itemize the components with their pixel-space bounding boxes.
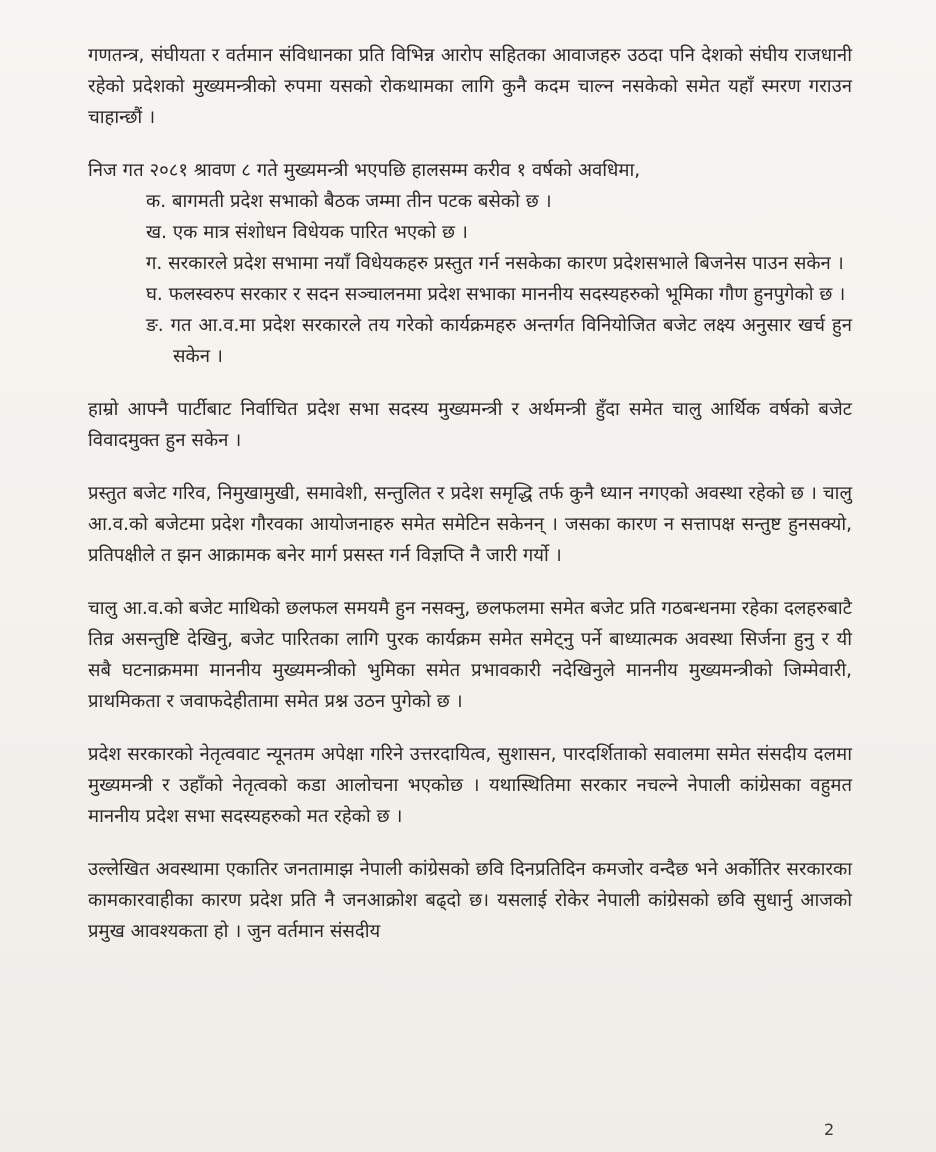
list-item: ङ. गत आ.व.मा प्रदेश सरकारले तय गरेको कार्यक्रमहरु अन्तर्गत विनियोजित बजेट लक्ष्य अनुसार खर्च हुन सकेन । xyxy=(146,315,852,367)
achievement-list xyxy=(88,186,852,372)
list-item: ख. एक मात्र संशोधन विधेयक पारित भएको छ । xyxy=(146,222,468,243)
paragraph-conclusion: उल्लेखित अवस्थामा एकातिर जनतामाझ नेपाली कांग्रेसको छवि दिनप्रतिदिन कमजोर वन्दैछ भने अर्कोतिर सरकारका कामकारवाहीका कारण प्रदेश प्रति नै जनआक्रोश बढ्दो छ। यसलाई रोकेर नेपाली कांग्रेसको छवि सुधार्नु आजको प्रमुख आवश्यकता हो । जुन वर्तमान संसदीय xyxy=(88,859,852,942)
list-item: ग. सरकारले प्रदेश सभामा नयाँ विधेयकहरु प्रस्तुत गर्न नसकेका कारण प्रदेशसभाले बिजनेस पाउन सकेन । xyxy=(146,253,844,274)
paragraph-budget-discussion: चालु आ.व.को बजेट माथिको छलफल समयमै हुन नसक्नु, छलफलमा समेत बजेट प्रति गठबन्धनमा रहेका दलहरुबाटै तिव्र असन्तुष्टि देखिनु, बजेट पारितका लागि पुरक कार्यक्रम समेत समेट्नु पर्ने बाध्यात्मक अवस्था सिर्जना हुनु र यी सबै घटनाक्रममा माननीय मुख्यमन्त्रीको भुमिका समेत प्रभावकारी नदेखिनुले माननीय मुख्यमन्त्रीको जिम्मेवारी, प्राथमिकता र जवाफदेहीतामा समेत प्रश्न उठन पुगेको छ । xyxy=(88,598,852,712)
document-body xyxy=(88,40,852,969)
list-item: घ. फलस्वरुप सरकार र सदन सञ्चालनमा प्रदेश सभाका माननीय सदस्यहरुको भूमिका गौण हुनपुगेको छ । xyxy=(146,284,846,305)
paragraph-leadership: प्रदेश सरकारको नेतृत्ववाट न्यूनतम अपेक्षा गरिने उत्तरदायित्व, सुशासन, पारदर्शिताको सवालमा समेत संसदीय दलमा मुख्यमन्त्री र उहाँको नेतृत्वको कडा आलोचना भएकोछ । यथास्थितिमा सरकार नचल्ने नेपाली कांग्रेसका वहुमत माननीय प्रदेश सभा सदस्यहरुको मत रहेको छ । xyxy=(88,744,852,827)
paragraph-budget: हाम्रो आफ्नै पार्टीबाट निर्वाचित प्रदेश सभा सदस्य मुख्यमन्त्री र अर्थमन्त्री हुँदा समेत चालु आर्थिक वर्षको बजेट विवादमुक्त हुन सकेन । xyxy=(88,399,852,451)
paragraph-tenure: निज गत २०८१ श्रावण ८ गते मुख्यमन्त्री भएपछि हालसम्म करीव १ वर्षको अवधिमा, xyxy=(88,160,641,181)
page-number: 2 xyxy=(824,1120,835,1139)
list-item: क. बागमती प्रदेश सभाको बैठक जम्मा तीन पटक बसेको छ । xyxy=(146,191,552,212)
paragraph-budget-state: प्रस्तुत बजेट गरिव, निमुखामुखी, समावेशी, सन्तुलित र प्रदेश समृद्धि तर्फ कुनै ध्यान नगएको अवस्था रहेको छ । चालु आ.व.को बजेटमा प्रदेश गौरवका आयोजनाहरु समेत समेटिन सकेनन् । जसका कारण न सत्तापक्ष सन्तुष्ट हुनसक्यो, प्रतिपक्षीले त झन आक्रामक बनेर मार्ग प्रसस्त गर्न विज्ञप्ति नै जारी गर्यो । xyxy=(88,483,852,566)
paragraph-intro: गणतन्त्र, संघीयता र वर्तमान संविधानका प्रति विभिन्न आरोप सहितका आवाजहरु उठदा पनि देशको संघीय राजधानी रहेको प्रदेशको मुख्यमन्त्रीको रुपमा यसको रोकथामका लागि कुनै कदम चाल्न नसकेको समेत यहाँ स्मरण गराउन चाहान्छौं । xyxy=(88,45,852,128)
